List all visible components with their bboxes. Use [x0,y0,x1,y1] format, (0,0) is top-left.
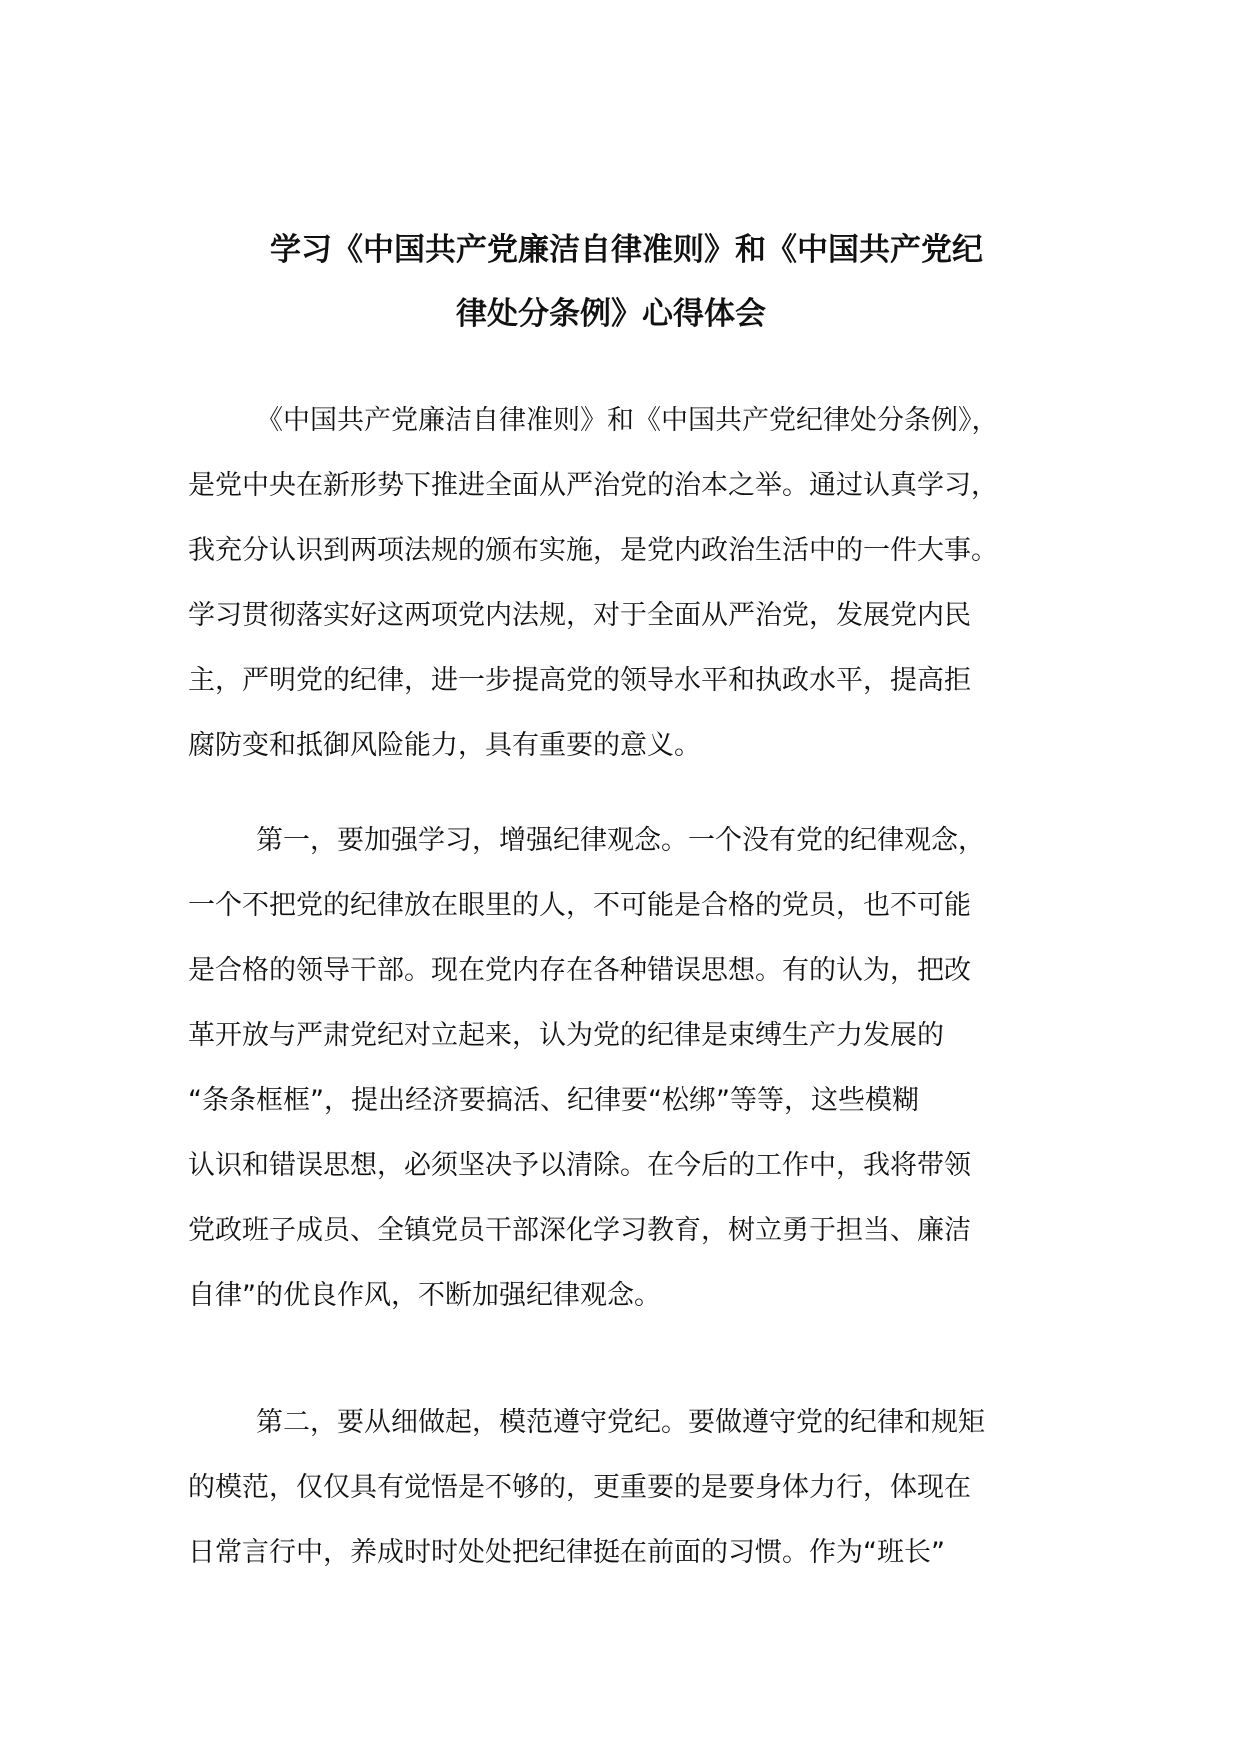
paragraph-intro [188,388,1048,778]
paragraph-line: 党政班子成员、全镇党员干部深化学习教育，树立勇于担当、廉洁 [188,1215,971,1246]
paragraph-line: 的模范，仅仅具有觉悟是不够的，更重要的是要身体力行，体现在 [188,1472,971,1503]
paragraph-line: 第一，要加强学习，增强纪律观念。一个没有党的纪律观念， [256,825,985,856]
paragraph-line: 革开放与严肃党纪对立起来，认为党的纪律是束缚生产力发展的 [188,1020,944,1051]
paragraph-line: “条条框框”，提出经济要搞活、纪律要“松绑”等等，这些模糊 [188,1085,919,1116]
paragraph-first-point [188,808,1048,1328]
paragraph-line: 自律”的优良作风，不断加强纪律观念。 [188,1280,661,1311]
paragraph-line: 第二，要从细做起，模范遵守党纪。要做遵守党的纪律和规矩 [256,1407,985,1438]
paragraph-line: 我充分认识到两项法规的颁布实施，是党内政治生活中的一件大事。 [188,535,998,566]
paragraph-line: 是合格的领导干部。现在党内存在各种错误思想。有的认为，把改 [188,955,971,986]
document-title [188,218,1048,346]
paragraph-line: 日常言行中，养成时时处处把纪律挺在前面的习惯。作为“班长” [188,1537,945,1568]
paragraph-line: 《中国共产党廉洁自律准则》和《中国共产党纪律处分条例》， [256,405,999,436]
paragraph-line: 一个不把党的纪律放在眼里的人，不可能是合格的党员，也不可能 [188,890,971,921]
title-line: 学习《中国共产党廉洁自律准则》和《中国共产党纪 [270,232,983,268]
paragraph-line: 是党中央在新形势下推进全面从严治党的治本之举。通过认真学习， [188,470,998,501]
paragraph-line: 学习贯彻落实好这两项党内法规，对于全面从严治党，发展党内民 [188,600,971,631]
paragraph-line: 主，严明党的纪律，进一步提高党的领导水平和执政水平，提高拒 [188,665,971,696]
paragraph-line: 腐防变和抵御风险能力，具有重要的意义。 [188,730,701,761]
paragraph-second-point [188,1390,1048,1585]
title-line: 律处分条例》心得体会 [456,296,766,332]
paragraph-line: 认识和错误思想，必须坚决予以清除。在今后的工作中，我将带领 [188,1150,971,1181]
